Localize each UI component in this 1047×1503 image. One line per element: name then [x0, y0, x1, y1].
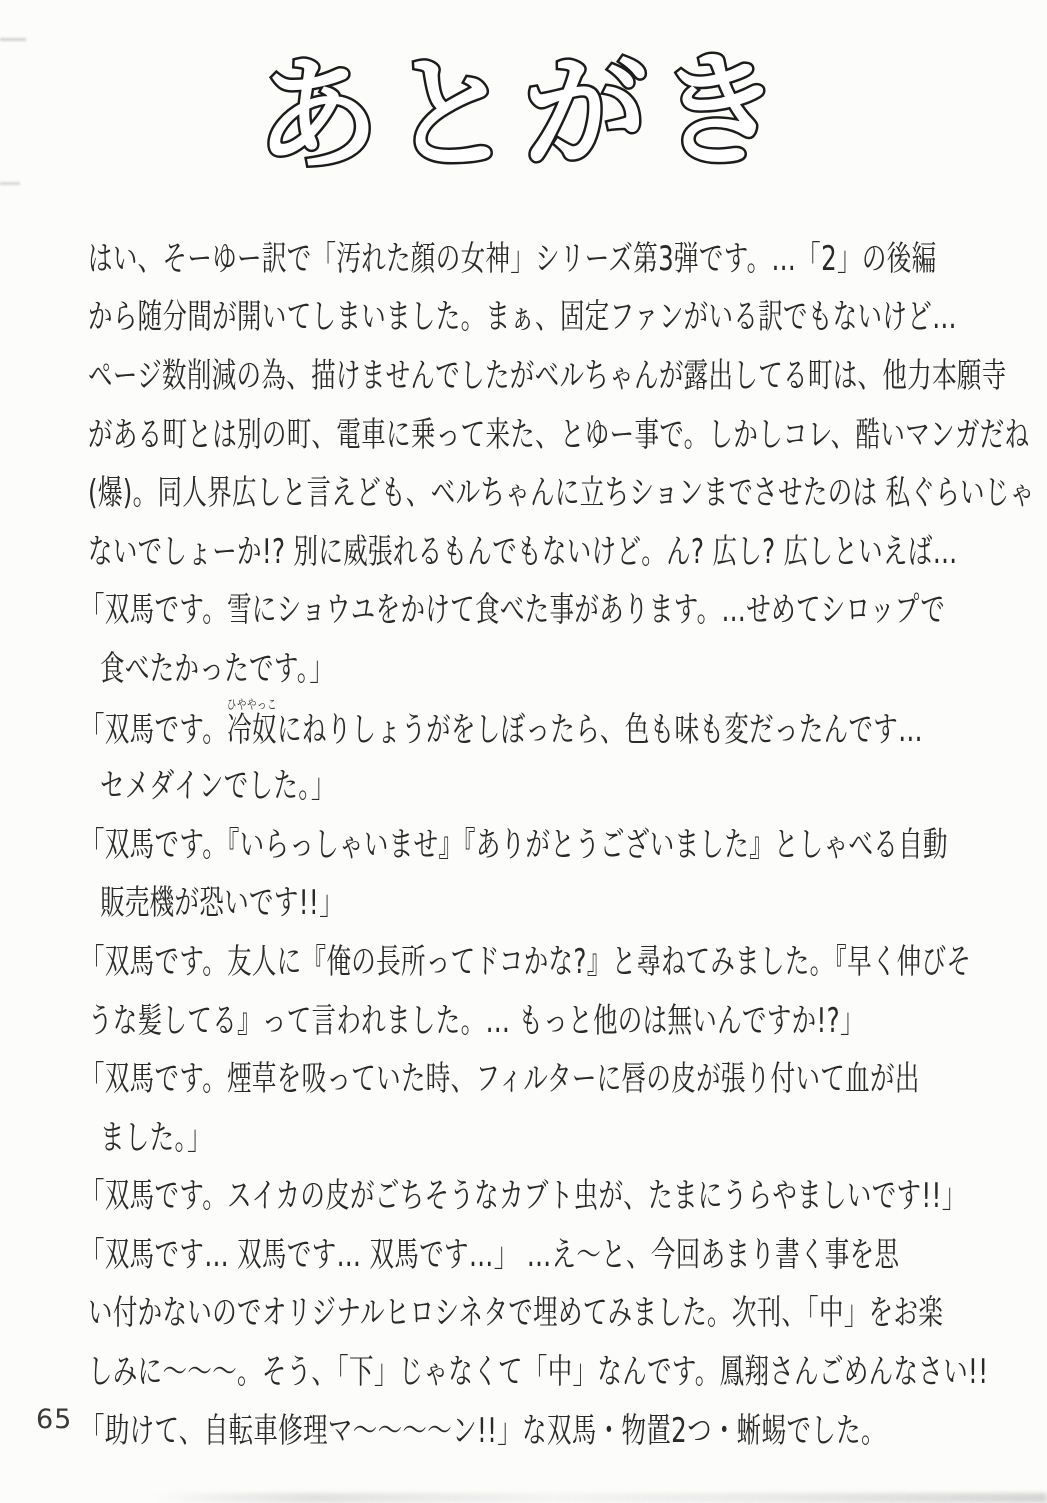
scan-mark	[0, 182, 20, 185]
afterword-line: 「双馬です。スイカの皮がごちそうなカブト虫が、たまにうらやましいです!!」	[80, 1176, 967, 1217]
afterword-line: がある町とは別の町、電車に乗って来た、とゆー事で。しかしコレ、酷いマンガだね	[88, 414, 1030, 455]
afterword-line: 販売機が恐いです!!」	[100, 883, 344, 924]
afterword-line: しみに〜〜〜。そう、「下」じゃなくて「中」なんです。鳳翔さんごめんなさい!!	[88, 1352, 989, 1393]
afterword-line: セメダインでした。」	[100, 766, 336, 807]
line-text-prefix: 「双馬です。	[80, 709, 228, 750]
afterword-line: はい、そーゆー訳で「汚れた顔の女神」シリーズ第3弾です。…「2」の後編	[88, 238, 937, 279]
afterword-line: 「助けて、自転車修理マ〜〜〜〜ン!!」な双馬・物置2つ・蜥蜴でした。	[80, 1410, 886, 1451]
afterword-line: 「双馬です… 双馬です… 双馬です…」 …え〜と、今回あまり書く事を思	[80, 1234, 900, 1275]
scan-mark	[0, 38, 26, 41]
afterword-line: 「双馬です。『いらっしゃいませ』『ありがとうございました』としゃべる自動	[80, 824, 948, 865]
afterword-line: ました。」	[100, 1117, 212, 1158]
afterword-line: から随分間が開いてしまいました。まぁ、固定ファンがいる訳でもないけど…	[88, 297, 957, 338]
line-text-rest: にねりしょうがをしぼったら、色も味も変だったんです…	[277, 709, 923, 750]
afterword-line: 「双馬です。友人に『俺の長所ってドコかな?』と尋ねてみました。『早く伸びそ	[80, 941, 972, 982]
afterword-line: (爆)。同人界広しと言えども、ベルちゃんに立ちションまでさせたのは 私ぐらいじゃ	[88, 473, 1035, 514]
afterword-line	[0, 695, 1047, 754]
ruby-hiyayakko: 冷奴ひややっこ	[226, 697, 278, 750]
page-title: あとがき	[254, 39, 793, 189]
scan-edge-artifact	[150, 1493, 1047, 1503]
afterword-line: ないでしょーか!? 別に威張れるもんでもないけど。ん? 広し? 広しといえば…	[88, 531, 958, 572]
afterword-line: 食べたかったです。」	[100, 648, 335, 689]
afterword-line: うな髪してる』って言われました。… もっと他のは無いんですか!?」	[88, 1000, 865, 1041]
afterword-line: 「双馬です。煙草を吸っていた時、フィルターに唇の皮が張り付いて血が出	[80, 1059, 920, 1100]
afterword-text	[0, 226, 1047, 1456]
afterword-line: い付かないのでオリジナルヒロシネタで埋めてみました。次刊、「中」をお楽	[88, 1293, 944, 1334]
page-number: 65	[36, 1404, 73, 1435]
afterword-line: 「双馬です。雪にショウユをかけて食べた事があります。…せめてシロップで	[80, 590, 946, 631]
afterword-line: ページ数削減の為、描けませんでしたがベルちゃんが露出してる町は、他力本願寺	[88, 355, 1007, 396]
